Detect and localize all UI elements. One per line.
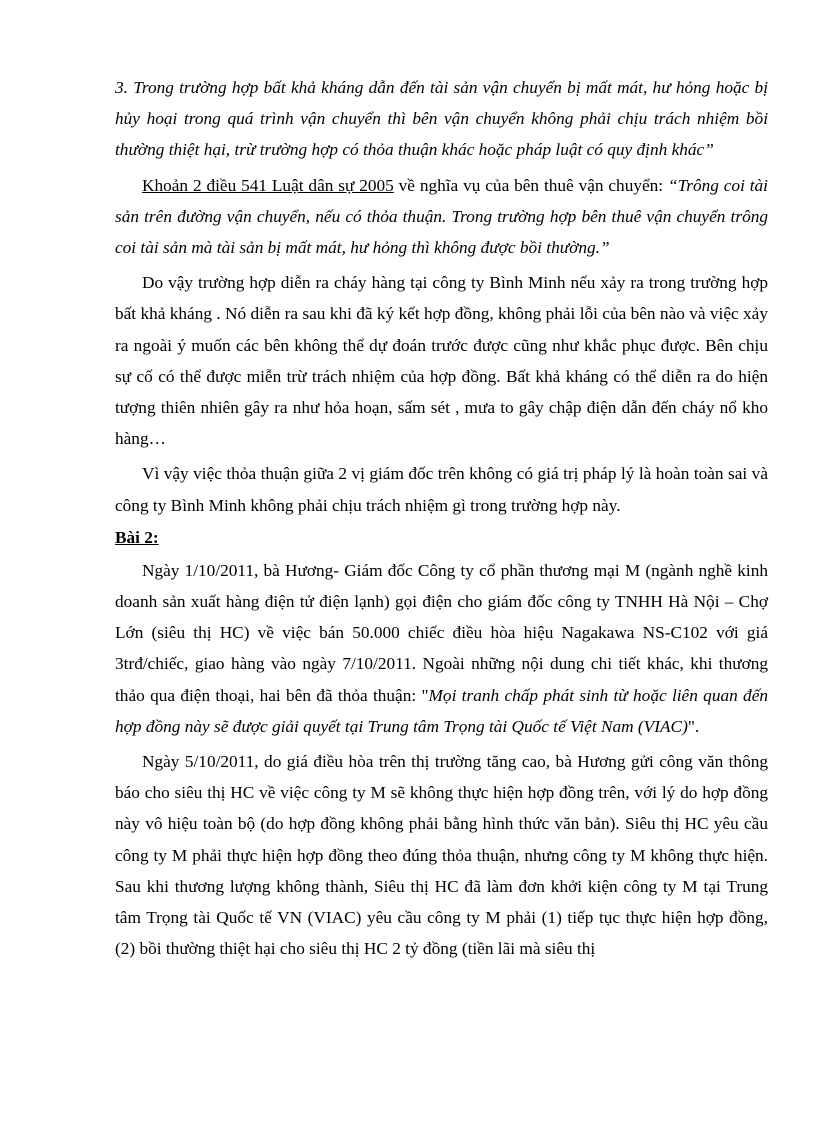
- law-quote: “Trông coi tài sản trên đường vận chuyển, nếu có thỏa thuận. Trong trường hợp bên thuê vận chuyển trông coi tài sản mà tài sản bị mất mát, hư hỏng thì không được bồi thường.”: [115, 175, 768, 258]
- paragraph-bai2-dispute: Ngày 5/10/2011, do giá điều hòa trên thị trường tăng cao, bà Hương gửi công văn thông báo cho siêu thị HC về việc công ty M sẽ không thực hiện hợp đồng trên, với lý do hợp đồng này vô hiệu toàn bộ (do hợp đồng không phải bằng hình thức văn bản). Siêu thị HC yêu cầu công ty M phải thực hiện hợp đồng theo đúng thỏa thuận, nhưng công ty M không thực hiện. Sau khi thương lượng không thành, Siêu thị HC đã làm đơn khởi kiện công ty M tại Trung tâm Trọng tài Quốc tế VN (VIAC) yêu cầu công ty M phải (1) tiếp tục thực hiện hợp đồng, (2) bồi thường thiệt hại cho siêu thị HC 2 tỷ đồng (tiền lãi mà siêu thị: [115, 752, 768, 959]
- bai2-intro-text: Ngày 1/10/2011, bà Hương- Giám đốc Công ty cổ phần thương mại M (ngành nghề kinh doanh sản xuất hàng điện tử điện lạnh) gọi điện cho giám đốc công ty TNHH Hà Nội – Chợ Lớn (siêu thị HC) về việc bán 50.000 chiếc điều hòa hiệu Nagakawa NS-C102 với giá 3trđ/chiếc, giao hàng vào ngày 7/10/2011. Ngoài những nội dung chi tiết khác, khi thương thảo qua điện thoại, hai bên đã thỏa thuận: ": [115, 560, 768, 705]
- bai2-arbitration-quote: Mọi tranh chấp phát sinh từ hoặc liên quan đến hợp đồng này sẽ được giải quyết tại Trung tâm Trọng tài Quốc tế Việt Nam (VIAC): [115, 685, 768, 736]
- document-page: [115, 72, 768, 968]
- paragraph-law-reference: [115, 170, 768, 264]
- bai2-intro-end: ".: [687, 716, 700, 736]
- paragraph-item-3: 3. Trong trường hợp bất khả kháng dẫn đến tài sản vận chuyển bị mất mát, hư hỏng hoặc bị hủy hoại trong quá trình vận chuyển thì bên vận chuyển không phải chịu trách nhiệm bồi thường thiệt hại, trừ trường hợp có thỏa thuận khác hoặc pháp luật có quy định khác”: [115, 78, 768, 160]
- law-reference-link: Khoản 2 điều 541 Luật dân sự 2005: [142, 175, 394, 195]
- paragraph-force-majeure: Do vậy trường hợp diễn ra cháy hàng tại công ty Bình Minh nếu xảy ra trong trường hợp bất khả kháng . Nó diễn ra sau khi đã ký kết hợp đồng, không phải lỗi của bên nào và việc xảy ra ngoài ý muốn các bên không thể dự đoán trước được cũng như khắc phục được. Bên chịu sự cố có thể được miễn trừ trách nhiệm của hợp đồng. Bất khả kháng có thể diễn ra do hiện tượng thiên nhiên gây ra như hỏa hoạn, sấm sét , mưa to gây chập điện dẫn đến cháy nổ kho hàng…: [115, 273, 768, 449]
- law-reference-text: về nghĩa vụ của bên thuê vận chuyển:: [393, 175, 668, 195]
- heading-bai-2: Bài 2:: [115, 527, 159, 547]
- paragraph-conclusion: Vì vậy việc thỏa thuận giữa 2 vị giám đốc trên không có giá trị pháp lý là hoàn toàn sai và công ty Bình Minh không phải chịu trách nhiệm gì trong trường hợp này.: [115, 464, 768, 515]
- paragraph-bai2-intro: [115, 555, 768, 742]
